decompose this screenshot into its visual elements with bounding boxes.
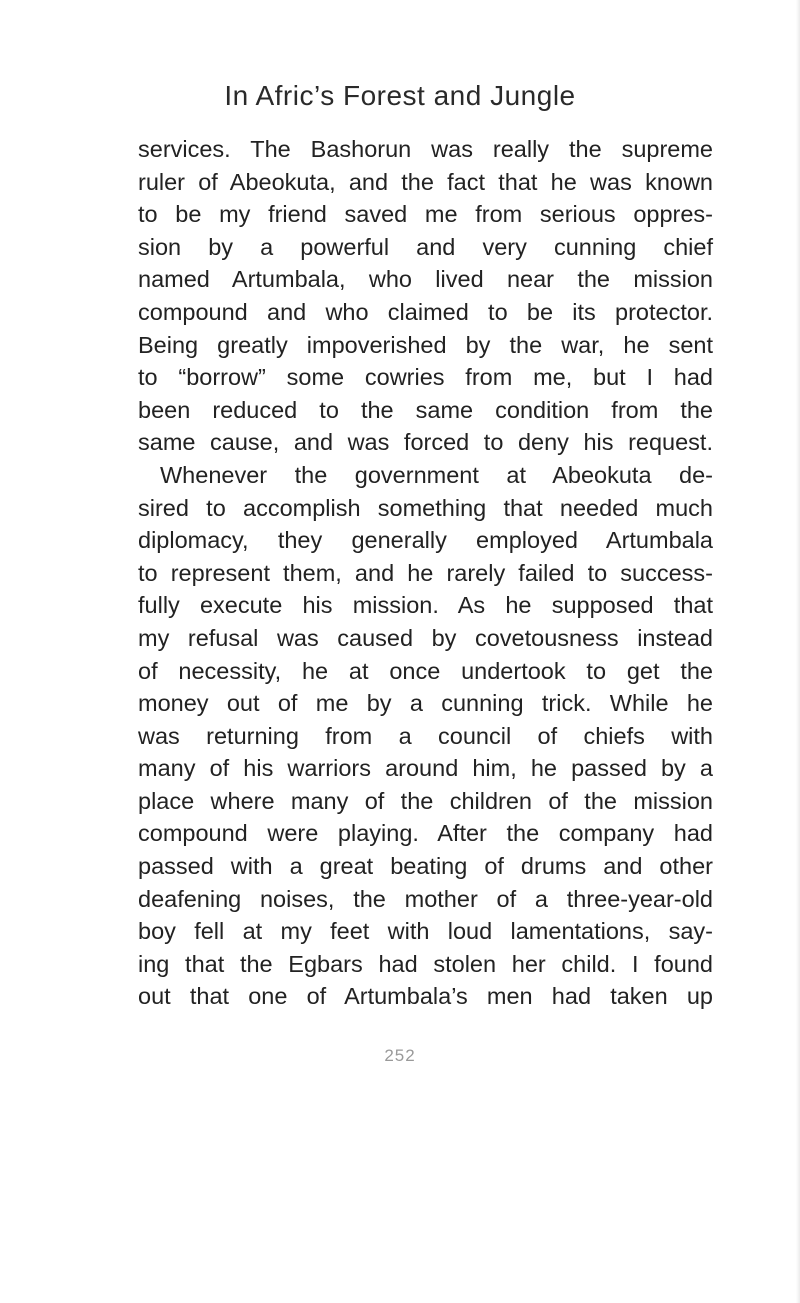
text-line: been reduced to the same condition from the bbox=[138, 396, 713, 423]
text-line: services. The Bashorun was really the supreme bbox=[138, 136, 713, 162]
text-line: sion by a powerful and very cunning chief bbox=[138, 233, 713, 260]
text-line: passed with a great beating of drums and other bbox=[138, 853, 713, 880]
text-line: Whenever the government at Abeokuta de- bbox=[160, 461, 713, 488]
text-line: deafening noises, the mother of a three-year-old bbox=[138, 885, 713, 912]
text-line: same cause, and was forced to deny his request. bbox=[138, 429, 713, 456]
text-line: to be my friend saved me from serious oppres- bbox=[138, 201, 713, 228]
page-edge bbox=[796, 0, 800, 1303]
text-line: ruler of Abeokuta, and the fact that he was known bbox=[138, 168, 713, 195]
text-line: money out of me by a cunning trick. While he bbox=[138, 690, 713, 717]
text-line: to represent them, and he rarely failed to success- bbox=[138, 559, 713, 586]
text-line: compound and who claimed to be its protector. bbox=[138, 298, 713, 325]
text-line: Being greatly impoverished by the war, he sent bbox=[138, 331, 713, 358]
running-head: In Afric’s Forest and Jungle bbox=[224, 80, 576, 111]
text-line: fully execute his mission. As he supposed that bbox=[138, 592, 713, 619]
text-line: many of his warriors around him, he passed by a bbox=[138, 755, 713, 782]
page-number: 252 bbox=[384, 1046, 416, 1065]
text-line: to “borrow” some cowries from me, but I had bbox=[138, 364, 713, 391]
text-line: named Artumbala, who lived near the mission bbox=[138, 266, 713, 293]
text-line: place where many of the children of the mission bbox=[138, 787, 713, 814]
text-line: diplomacy, they generally employed Artumbala bbox=[138, 527, 713, 554]
text-line: was returning from a council of chiefs with bbox=[138, 722, 713, 749]
text-line: ing that the Egbars had stolen her child. I found bbox=[138, 950, 713, 977]
body-text bbox=[138, 133, 713, 1013]
text-line: out that one of Artumbala’s men had taken up bbox=[138, 983, 713, 1010]
text-line: boy fell at my feet with loud lamentations, say- bbox=[138, 918, 713, 945]
text-line: sired to accomplish something that needed much bbox=[138, 494, 713, 521]
text-line: compound were playing. After the company had bbox=[138, 820, 713, 847]
text-line: of necessity, he at once undertook to get the bbox=[138, 657, 713, 684]
text-line: my refusal was caused by covetousness instead bbox=[138, 624, 713, 651]
